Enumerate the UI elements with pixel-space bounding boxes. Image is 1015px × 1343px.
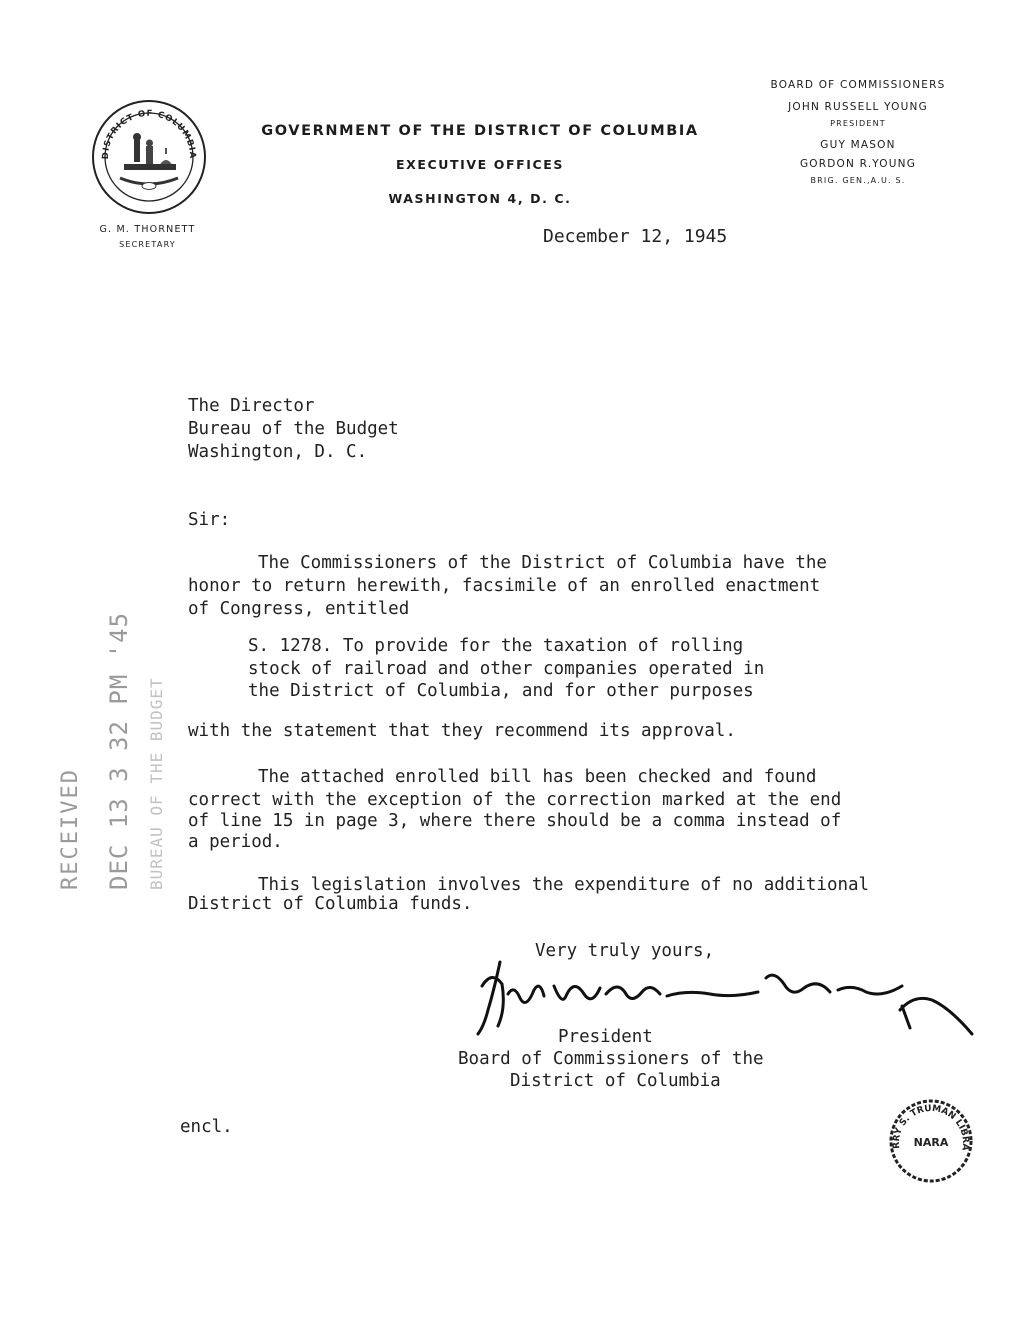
board-member-3: GORDON R.YOUNG	[799, 158, 917, 170]
signature-org-line-2: District of Columbia	[510, 1071, 721, 1091]
bill-line-1: S. 1278. To provide for the taxation of rolling	[248, 636, 744, 656]
body-p1-line-3: of Congress, entitled	[188, 599, 410, 619]
body-p1-line-1: The Commissioners of the District of Columbia have the	[258, 553, 827, 573]
body-p1-line-2: honor to return herewith, facsimile of an enrolled enactment	[188, 576, 821, 596]
bill-line-3: the District of Columbia, and for other purposes	[248, 681, 754, 701]
signature-org-line-1: Board of Commissioners of the	[458, 1049, 764, 1069]
body-p4-line-1: This legislation involves the expenditure of no additional	[258, 875, 870, 895]
library-stamp	[886, 1096, 976, 1186]
bill-line-2: stock of railroad and other companies operated in	[248, 659, 765, 679]
body-p2: with the statement that they recommend its approval.	[188, 721, 736, 741]
letterhead-offices: EXECUTIVE OFFICES	[395, 157, 565, 172]
received-stamp-datetime: DEC 13 3 32 PM '45	[105, 611, 133, 890]
seal-text: DISTRICT OF COLUMBIA	[100, 108, 198, 160]
handwritten-signature	[462, 950, 992, 1050]
board-member-2: GUY MASON	[820, 139, 896, 151]
board-member-president: JOHN RUSSELL YOUNG	[788, 101, 928, 113]
body-p3-line-3: of line 15 in page 3, where there should be a comma instead of	[188, 811, 842, 831]
received-stamp-label: RECEIVED	[58, 768, 83, 890]
letterhead-address: WASHINGTON 4, D. C.	[388, 191, 572, 206]
secretary-name: G. M. THORNETT	[99, 224, 196, 235]
salutation: Sir:	[188, 510, 231, 530]
letterhead-government: GOVERNMENT OF THE DISTRICT OF COLUMBIA	[261, 123, 699, 139]
board-title: BOARD OF COMMISSIONERS	[770, 79, 946, 91]
body-p3-line-2: correct with the exception of the correction marked at the end	[188, 790, 842, 810]
received-stamp	[58, 612, 166, 890]
district-seal	[90, 98, 208, 216]
letter-date: December 12, 1945	[543, 226, 728, 247]
body-p3-line-4: a period.	[188, 832, 283, 852]
body-p3-line-1: The attached enrolled bill has been checked and found	[258, 767, 817, 787]
body-p4-line-2: District of Columbia funds.	[188, 894, 473, 914]
closing: Very truly yours,	[535, 941, 715, 961]
recipient-line-2: Bureau of the Budget	[188, 419, 399, 439]
library-stamp-text: RRY S. TRUMAN LIBRA	[891, 1103, 971, 1152]
recipient-line-1: The Director	[188, 396, 315, 416]
board-member-3-role: BRIG. GEN.,A.U. S.	[810, 176, 906, 185]
received-stamp-bureau: BUREAU OF THE BUDGET	[147, 677, 166, 890]
secretary-title: SECRETARY	[119, 240, 176, 249]
library-stamp-center: NARA	[913, 1136, 949, 1149]
board-member-president-role: PRESIDENT	[830, 119, 886, 128]
recipient-line-3: Washington, D. C.	[188, 442, 368, 462]
enclosure-note: encl.	[180, 1117, 233, 1137]
signature-title: President	[558, 1027, 653, 1047]
